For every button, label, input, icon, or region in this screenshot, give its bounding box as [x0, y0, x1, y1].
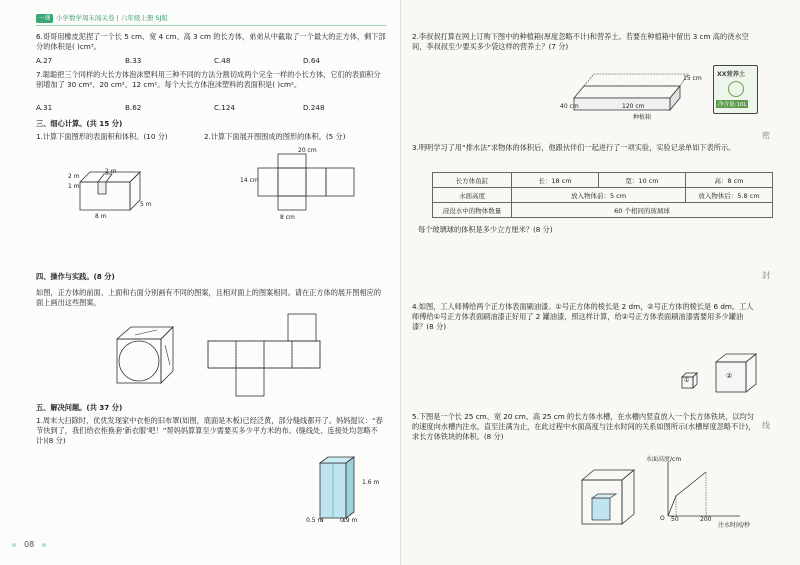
q6-option-d: D.64 [303, 56, 320, 65]
q7-option-b: B.62 [125, 103, 142, 112]
table-cell: 放入物体前：5 cm [512, 188, 686, 203]
problem-5: 5.下图是一个长 25 cm、宽 20 cm、高 25 cm 的长方体水槽，在水槽内竖直放入一个长方体铁块，以均匀的速度向水槽内注水，直至注满为止，在此过程中水面高度与注水时间的关系如图所示(水槽厚度忽略不计)，求长方体铁块的体积。(8 分) [412, 412, 756, 441]
soil-bag [713, 65, 758, 114]
q6-option-c: C.48 [214, 56, 231, 65]
graph-ylabel: 水面高度/cm [646, 456, 682, 463]
question-7: 7.聪聪把三个同样的大长方体泡沫塑料用三种不同的方法分割切成两个完全一样的小长方体，它们的表面积分别增加了 30 cm²、20 cm²、12 cm²。每个大长方体泡沫塑料的表面积是( )cm²。 [36, 70, 381, 89]
table-cell: 浸没水中的物体数量 [433, 203, 512, 218]
problem-1: 1.周末大扫除时，优优发现家中衣柜的旧布罩(如图，底面是木板)已经泛黄，部分缝线都开了。妈妈提议：“春节快到了，我们给衣柜换套‘新衣服’吧！”帮妈妈算算至少需要买多少平方米的布。(缝线处、连接处均忽略不计)(8 分) [36, 416, 383, 445]
graph-x2: 200 [700, 516, 712, 523]
q7-option-d: D.248 [303, 103, 325, 112]
fig-label-a: 2 m [68, 173, 80, 180]
problem-2: 2.李叔叔打算在网上订购下图中的种植箱(厚度忽略不计)和营养土。若要在种植箱中留出 3 cm 高的浇水空间，李叔叔至少要买多少袋这样的营养土？(7 分) [412, 32, 749, 51]
cube-2-label: ② [726, 372, 733, 380]
table-row [433, 203, 773, 218]
cube-net-figure [208, 312, 358, 398]
fig-label-b: 1 m [68, 183, 80, 190]
page-dot [12, 543, 16, 547]
calc-1: 1.计算下面图形的表面积和体积。(10 分) [36, 132, 168, 141]
graph-origin: O [660, 515, 665, 522]
net-label-bottom: 8 cm [280, 214, 295, 221]
problem-3-question: 每个玻璃球的体积是多少立方厘米？(8 分) [418, 225, 553, 234]
wardrobe-width: 0.5 m [306, 517, 324, 524]
net-label-top: 20 cm [298, 147, 317, 154]
problem-4: 4.如图，工人师傅给两个正方体表面刷油漆。①号正方体的棱长是 2 dm，②号正方体的棱长是 6 dm。工人师傅给①号正方体表面刷油漆正好用了 2 罐油漆，照这样计算，给②号正方体表面刷油漆需要用多少罐油漆？(8 分) [412, 302, 754, 331]
table-row [433, 173, 773, 188]
table-row [433, 188, 773, 203]
side-label-mi: 密 [762, 131, 770, 140]
pattern-cube-figure [115, 325, 185, 395]
q6-option-b: B.33 [125, 56, 142, 65]
section-3-title: 三、细心计算。(共 15 分) [36, 119, 123, 128]
experiment-table [432, 172, 773, 218]
water-tank-figure [580, 468, 640, 528]
table-cell: 长方体鱼缸 [433, 173, 512, 188]
wardrobe-figure [318, 455, 358, 525]
side-label-xian: 线 [762, 421, 770, 430]
box-height: 15 cm [683, 75, 702, 82]
calc-2: 2.计算下面展开图围成的图形的体积。(5 分) [204, 132, 346, 141]
leaf-icon [728, 81, 744, 97]
soil-name: XX营养土 [717, 71, 746, 78]
cube-1-label: ① [684, 377, 690, 384]
box-caption: 种植箱 [633, 114, 652, 121]
section-4-text: 如图，正方体的前面、上面和右面分别画有不同的图案，且相对面上的图案相同。请在正方体的展开图相应的面上画出这些图案。 [36, 288, 382, 307]
q6-option-a: A.27 [36, 56, 53, 65]
section-5-title: 五、解决问题。(共 37 分) [36, 403, 123, 412]
table-cell: 放入物体后：5.8 cm [686, 188, 773, 203]
wardrobe-depth: 0.9 m [340, 517, 358, 524]
box-length: 120 cm [622, 103, 645, 110]
net-label-left: 14 cm [240, 177, 259, 184]
net-figure [258, 154, 358, 224]
page-number: 08 [24, 540, 35, 549]
graph-x1: 50 [671, 516, 679, 523]
header-title: 小学数学周末闯关卷 | 六年级上册 SJ版 [56, 14, 168, 22]
page-dot [42, 543, 46, 547]
table-cell: 60 个相同的玻璃球 [512, 203, 773, 218]
two-cubes-figure [680, 352, 760, 402]
q7-option-a: A.31 [36, 103, 53, 112]
fig-label-d: 5 m [140, 201, 152, 208]
question-6: 6.哥哥用橡皮泥捏了一个长 5 cm、宽 4 cm、高 3 cm 的长方体，弟弟从中截取了一个最大的正方体，剩下部分的体积是( )cm³。 [36, 32, 386, 51]
graph-xlabel: 注水时间/秒 [718, 522, 751, 529]
table-cell: 宽：10 cm [599, 173, 686, 188]
fig-label-e: 8 m [95, 213, 107, 220]
box-width: 40 cm [560, 103, 579, 110]
table-cell: 长：18 cm [512, 173, 599, 188]
table-cell: 水面高度 [433, 188, 512, 203]
soil-net: 净含量:10L [718, 102, 747, 108]
table-cell: 高：8 cm [686, 173, 773, 188]
header-rule [36, 25, 386, 26]
fig-label-c: 2 m [105, 168, 117, 175]
section-4-title: 四、操作与实践。(8 分) [36, 272, 115, 281]
header-badge: 一课 [36, 14, 53, 23]
q7-option-c: C.124 [214, 103, 236, 112]
wardrobe-height: 1.6 m [362, 479, 380, 486]
side-label-feng: 封 [762, 271, 770, 280]
problem-3: 3.明明学习了用“排水法”求物体的体积后，他跟伙伴们一起进行了一项实验，实验记录单如下表所示。 [412, 143, 736, 152]
